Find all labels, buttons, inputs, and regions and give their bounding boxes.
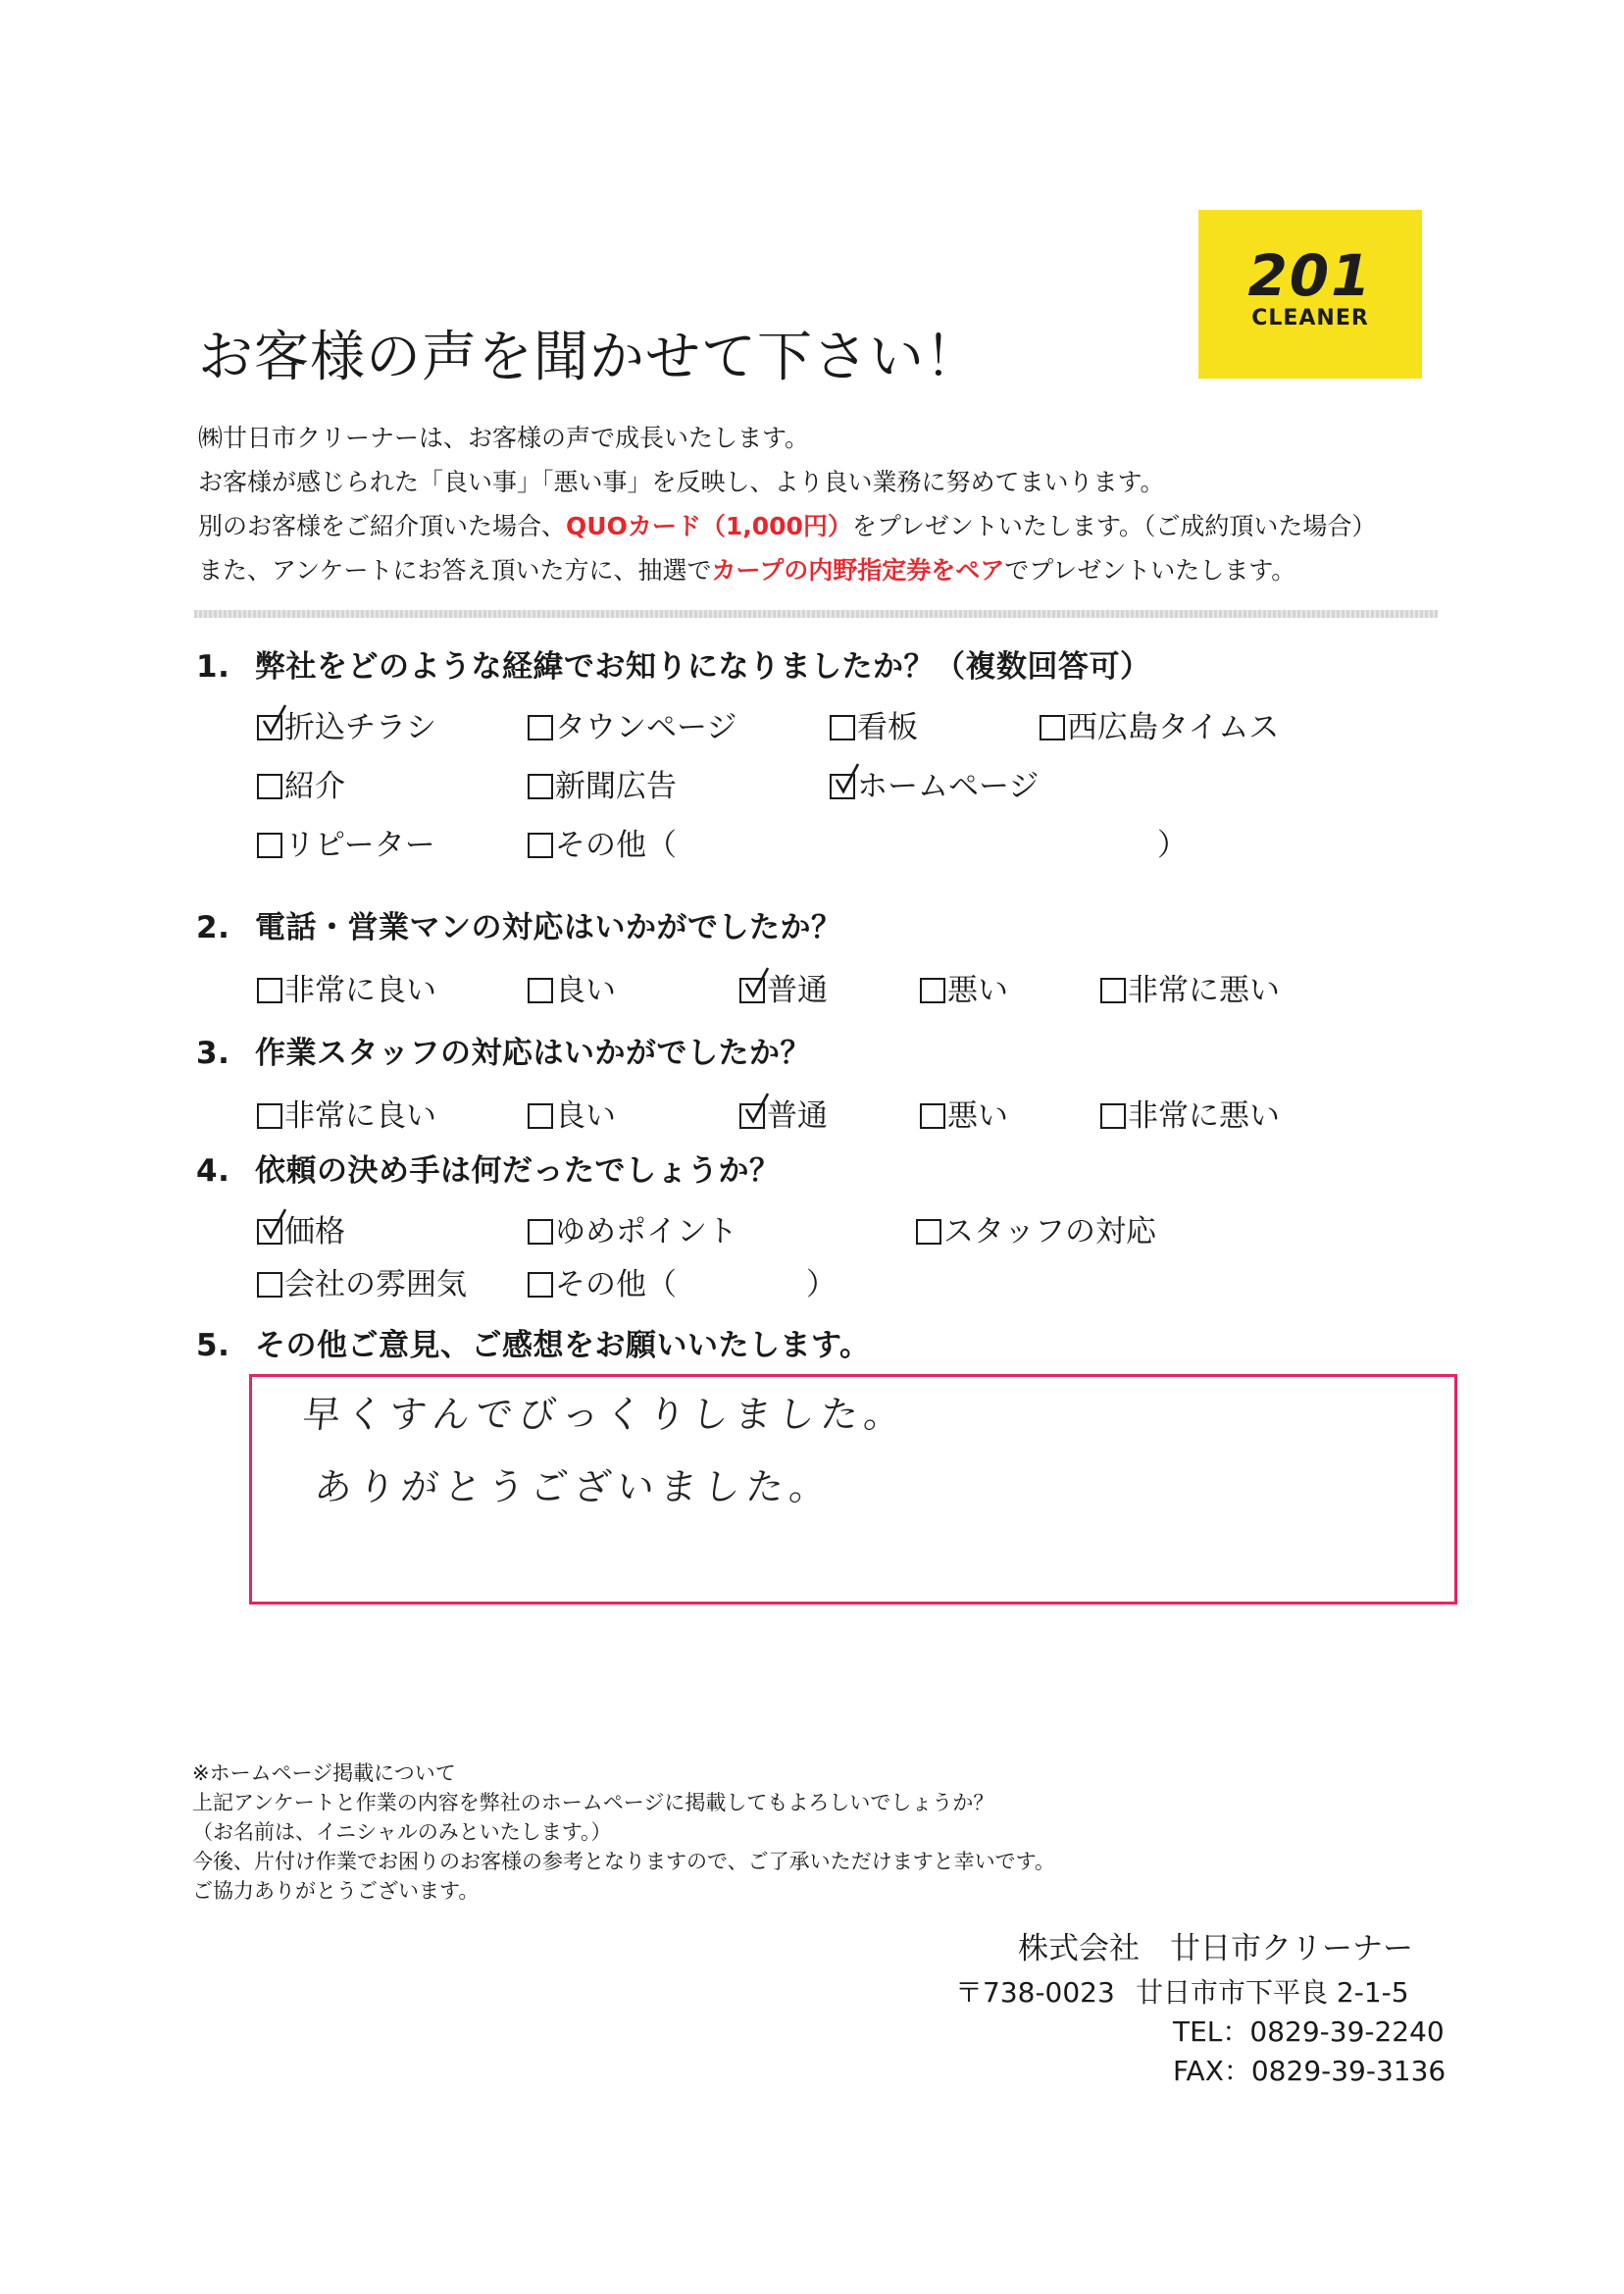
checkbox[interactable] [830, 715, 855, 740]
q2-option-good[interactable] [528, 971, 616, 1010]
q4-option-price[interactable] [257, 1212, 345, 1251]
homepage-note-line-3: 今後、片付け作業でお困りのお客様の参考となりますので、ご了承いただけますと幸いです。 [192, 1850, 1055, 1873]
q3-option-very-good[interactable] [257, 1096, 436, 1136]
option-label: 価格 [284, 1214, 345, 1249]
section-divider [194, 610, 1438, 618]
checkbox[interactable] [830, 774, 855, 799]
q2-option-very-bad[interactable] [1100, 971, 1280, 1010]
logo-word: CLEANER [1251, 306, 1369, 331]
question-number: 2. [196, 910, 230, 945]
intro-line-2: お客様が感じられた「良い事」「悪い事」を反映し、より良い業務に努めてまいります。 [198, 468, 1165, 496]
option-label: 折込チラシ [284, 710, 436, 745]
question-5 [196, 1326, 871, 1365]
option-label: ホームページ [857, 769, 1040, 804]
homepage-note-line-4: ご協力ありがとうございます。 [192, 1879, 480, 1903]
checkbox[interactable] [1100, 1103, 1126, 1129]
checkbox[interactable] [1040, 715, 1065, 740]
q3-option-bad[interactable] [920, 1096, 1008, 1136]
check-mark-icon [262, 703, 287, 737]
check-mark-icon [262, 1207, 287, 1241]
option-label: その他（ [555, 1267, 677, 1302]
handwritten-answer-line-2: ありがとうございました。 [312, 1465, 836, 1508]
q1-option-homepage[interactable] [830, 767, 1039, 806]
option-label: 悪い [947, 973, 1008, 1008]
question-text: 依頼の決め手は何だったでしょうか？ [255, 1153, 781, 1189]
q4-option-other[interactable] [528, 1265, 677, 1304]
q1-option-newspaper[interactable] [528, 767, 677, 806]
checkbox[interactable] [1100, 978, 1126, 1003]
checkbox[interactable] [257, 715, 282, 740]
q1-other-close-paren: ） [1157, 828, 1188, 863]
company-name: 株式会社 廿日市クリーナー [1018, 1931, 1413, 1966]
checkbox[interactable] [257, 774, 282, 799]
option-label: ゆめポイント [555, 1214, 737, 1249]
checkbox[interactable] [528, 715, 553, 740]
question-1 [196, 647, 1151, 687]
option-label: 良い [555, 973, 616, 1008]
option-label: 良い [555, 1098, 616, 1134]
option-label: 普通 [767, 1098, 828, 1134]
option-label: リピーター [284, 828, 435, 863]
q2-option-very-good[interactable] [257, 971, 436, 1010]
q1-option-other[interactable] [528, 826, 677, 865]
question-number: 5. [196, 1328, 230, 1363]
company-fax: FAX：0829-39-3136 [1173, 2055, 1446, 2087]
check-mark-icon [744, 966, 770, 999]
company-address: 廿日市市下平良 2-1-5 [1136, 1976, 1409, 2009]
intro-line-3 [198, 510, 1376, 543]
question-text: 電話・営業マンの対応はいかがでしたか？ [255, 910, 842, 945]
q1-option-flyer[interactable] [257, 708, 436, 747]
q1-option-townpage[interactable] [528, 708, 736, 747]
question-number: 1. [196, 649, 230, 685]
carp-ticket-offer: カープの内野指定券をペア [711, 556, 1005, 585]
question-4 [196, 1151, 781, 1191]
option-label: 悪い [947, 1098, 1008, 1134]
homepage-note-line-1: 上記アンケートと作業の内容を弊社のホームページに掲載してもよろしいでしょうか？ [192, 1791, 994, 1814]
intro-line-4-a: また、アンケートにお答え頂いた方に、抽選で [198, 556, 712, 585]
option-label: 非常に良い [284, 1098, 436, 1134]
checkbox[interactable] [739, 978, 765, 1003]
q3-option-average[interactable] [739, 1096, 828, 1136]
company-logo [1198, 210, 1422, 379]
q2-option-bad[interactable] [920, 971, 1008, 1010]
q1-option-repeater[interactable] [257, 826, 435, 865]
option-label: 非常に悪い [1128, 973, 1280, 1008]
comment-answer-box[interactable] [249, 1374, 1457, 1605]
postal-code: 〒738-0023 [955, 1976, 1115, 2009]
question-text: その他ご意見、ご感想をお願いいたします。 [255, 1328, 871, 1363]
option-label: 新聞広告 [555, 769, 677, 804]
option-label: 非常に良い [284, 973, 436, 1008]
q3-option-good[interactable] [528, 1096, 616, 1136]
q1-option-nishihiroshima-times[interactable] [1040, 708, 1279, 747]
page-title: お客様の声を聞かせて下さい！ [198, 326, 981, 389]
checkbox[interactable] [257, 978, 282, 1003]
checkbox[interactable] [257, 1219, 282, 1245]
option-label: スタッフの対応 [943, 1214, 1156, 1249]
question-text: 弊社をどのような経緯でお知りになりましたか？（複数回答可） [255, 649, 1151, 685]
check-mark-icon [835, 762, 860, 795]
checkbox[interactable] [528, 1219, 553, 1245]
question-text: 作業スタッフの対応はいかがでしたか？ [255, 1036, 811, 1071]
option-label: 普通 [767, 973, 828, 1008]
question-2 [196, 908, 842, 947]
intro-line-3-b: をプレゼントいたします。（ご成約頂いた場合） [851, 512, 1377, 540]
checkbox[interactable] [920, 1103, 945, 1129]
checkbox[interactable] [528, 833, 553, 858]
quo-card-offer: QUOカード（1,000円） [566, 512, 852, 540]
option-label: 西広島タイムス [1067, 710, 1280, 745]
q1-option-signboard[interactable] [830, 708, 918, 747]
option-label: 看板 [857, 710, 918, 745]
checkbox[interactable] [916, 1219, 941, 1245]
option-label: 会社の雰囲気 [284, 1267, 467, 1302]
homepage-note-heading: ※ホームページ掲載について [192, 1761, 456, 1785]
checkbox[interactable] [528, 978, 553, 1003]
option-label: 紹介 [284, 769, 345, 804]
intro-line-3-a: 別のお客様をご紹介頂いた場合、 [198, 512, 567, 540]
checkbox[interactable] [920, 978, 945, 1003]
q4-other-close-paren: ） [806, 1267, 837, 1302]
checkbox[interactable] [739, 1103, 765, 1129]
q4-option-staff[interactable] [916, 1212, 1156, 1251]
checkbox[interactable] [528, 1272, 553, 1298]
q2-option-average[interactable] [739, 971, 828, 1010]
option-label: タウンページ [555, 710, 737, 745]
question-number: 4. [196, 1153, 230, 1189]
handwritten-answer-line-1: 早くすんでびっくりしました。 [300, 1393, 910, 1436]
homepage-note-line-2: （お名前は、イニシャルのみといたします。） [192, 1820, 612, 1844]
company-tel: TEL：0829-39-2240 [1173, 2015, 1445, 2048]
checkbox[interactable] [257, 1103, 282, 1129]
checkbox[interactable] [257, 1272, 282, 1298]
q4-option-yume-point[interactable] [528, 1212, 737, 1251]
logo-number: 201 [1247, 242, 1373, 309]
intro-line-4 [198, 554, 1295, 587]
intro-line-1: ㈱廿日市クリーナーは、お客様の声で成長いたします。 [198, 424, 810, 452]
check-mark-icon [744, 1092, 770, 1125]
intro-line-4-b: でプレゼントいたします。 [1004, 556, 1296, 585]
checkbox[interactable] [528, 1103, 553, 1129]
q3-option-very-bad[interactable] [1100, 1096, 1280, 1136]
q4-option-atmosphere[interactable] [257, 1265, 467, 1304]
q1-option-referral[interactable] [257, 767, 345, 806]
checkbox[interactable] [528, 774, 553, 799]
question-number: 3. [196, 1036, 230, 1071]
question-3 [196, 1034, 811, 1073]
option-label: その他（ [555, 828, 677, 863]
checkbox[interactable] [257, 833, 282, 858]
option-label: 非常に悪い [1128, 1098, 1280, 1134]
